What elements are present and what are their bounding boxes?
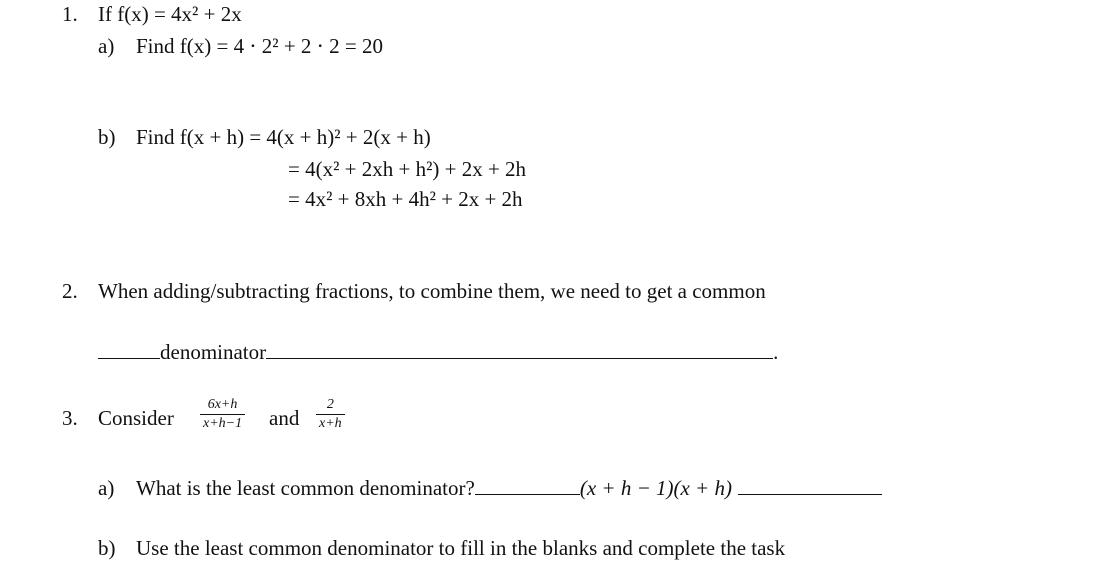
q1a-text: Find f(x) = 4 ⋅ 2² + 2 ⋅ 2 = 20	[136, 34, 383, 58]
q3-and: and	[269, 406, 300, 430]
q3-frac2-denominator: x+h	[319, 416, 342, 431]
q2-answer-line[interactable]	[98, 342, 778, 363]
q1b-label: b)	[98, 125, 116, 149]
q2-text: When adding/subtracting fractions, to combine them, we need to get a common	[98, 279, 766, 303]
q3-number: 3.	[62, 406, 78, 430]
q3-consider: Consider	[98, 406, 174, 430]
q3a-blank-left	[475, 478, 580, 495]
q3-frac1-numerator: 6x+h	[200, 398, 245, 415]
q1a-label: a)	[98, 34, 115, 58]
q3-frac2-numerator: 2	[316, 398, 345, 415]
q3b-text: Use the least common denominator to fill in the blanks and complete the task	[136, 536, 786, 560]
q3a-blank-right	[738, 478, 882, 495]
q2-period: .	[773, 340, 779, 364]
q1b-line2: = 4(x² + 2xh + h²) + 2x + 2h	[288, 157, 527, 181]
q3a-answer: (x + h − 1)(x + h)	[579, 476, 732, 500]
q2-blank-right	[266, 342, 773, 359]
q3a-line[interactable]	[136, 478, 882, 499]
q3a-label: a)	[98, 476, 115, 500]
q3a-question: What is the least common denominator?	[136, 476, 475, 500]
q3-frac1-denominator: x+h−1	[203, 416, 243, 431]
q3-fraction-1	[198, 398, 247, 431]
q2-answer: denominator	[160, 340, 267, 364]
q1-number: 1.	[62, 2, 78, 26]
q2-blank-left	[98, 342, 160, 359]
q1b-line1: Find f(x + h) = 4(x + h)² + 2(x + h)	[136, 125, 431, 149]
q1-prompt: If f(x) = 4x² + 2x	[98, 2, 242, 26]
q3b-label: b)	[98, 536, 116, 560]
q3-fraction-2	[314, 398, 347, 431]
q2-number: 2.	[62, 279, 78, 303]
q1b-line3: = 4x² + 8xh + 4h² + 2x + 2h	[288, 187, 523, 211]
